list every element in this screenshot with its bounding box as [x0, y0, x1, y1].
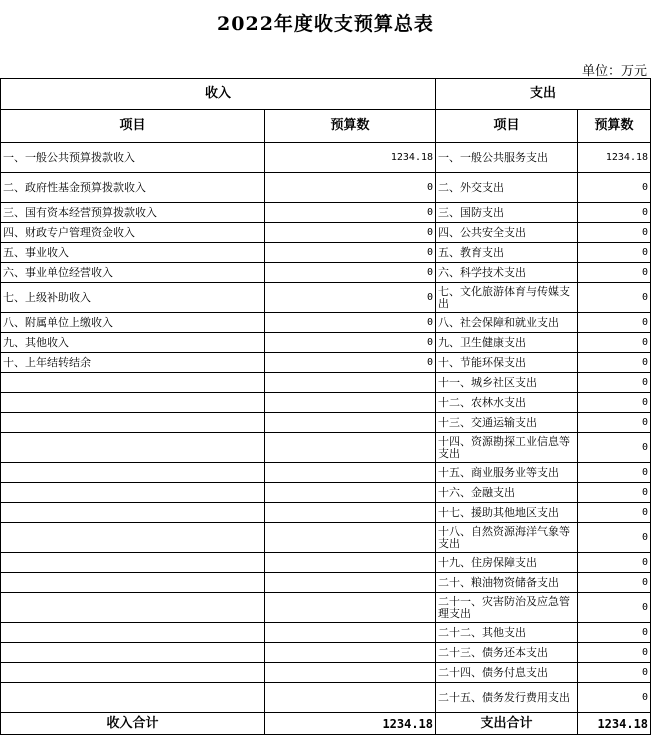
income-total-label: 收入合计 [1, 713, 265, 735]
expense-item-name: 二十四、债务付息支出 [436, 663, 578, 683]
expense-item-name: 十五、商业服务业等支出 [436, 463, 578, 483]
expense-item-name: 八、社会保障和就业支出 [436, 313, 578, 333]
expense-item-value: 0 [578, 643, 651, 663]
expense-item-name: 十一、城乡社区支出 [436, 373, 578, 393]
income-budget-header: 预算数 [265, 110, 436, 143]
income-item-value [265, 483, 436, 503]
income-item-value [265, 433, 436, 463]
table-row [1, 283, 651, 313]
table-row [1, 143, 651, 173]
table-row [1, 393, 651, 413]
income-item-header: 项目 [1, 110, 265, 143]
expense-item-value: 0 [578, 523, 651, 553]
expense-item-value: 0 [578, 203, 651, 223]
expense-item-value: 0 [578, 313, 651, 333]
table-row [1, 523, 651, 553]
income-item-value: 0 [265, 243, 436, 263]
income-item-name: 七、上级补助收入 [1, 283, 265, 313]
expense-item-name: 十七、援助其他地区支出 [436, 503, 578, 523]
expense-item-name: 二、外交支出 [436, 173, 578, 203]
income-item-value: 0 [265, 333, 436, 353]
table-row [1, 683, 651, 713]
expense-item-value: 0 [578, 503, 651, 523]
income-item-name [1, 503, 265, 523]
income-item-name: 五、事业收入 [1, 243, 265, 263]
table-row [1, 223, 651, 243]
table-body [1, 143, 651, 713]
unit-label: 单位：万元 [581, 64, 647, 79]
expense-item-value: 0 [578, 463, 651, 483]
income-item-name [1, 683, 265, 713]
expense-item-name: 九、卫生健康支出 [436, 333, 578, 353]
income-item-name: 十、上年结转结余 [1, 353, 265, 373]
expense-item-name: 十八、自然资源海洋气象等支出 [436, 523, 578, 553]
expense-item-value: 0 [578, 623, 651, 643]
income-item-name: 八、附属单位上缴收入 [1, 313, 265, 333]
income-total-value: 1234.18 [265, 713, 436, 735]
income-item-value [265, 593, 436, 623]
income-item-name [1, 373, 265, 393]
income-item-value [265, 683, 436, 713]
table-row [1, 353, 651, 373]
table-row [1, 433, 651, 463]
table-row [1, 243, 651, 263]
expense-item-value: 0 [578, 173, 651, 203]
expense-item-value: 0 [578, 683, 651, 713]
expense-item-name: 二十一、灾害防治及应急管理支出 [436, 593, 578, 623]
expense-item-value: 0 [578, 373, 651, 393]
expense-item-name: 五、教育支出 [436, 243, 578, 263]
expense-item-value: 0 [578, 243, 651, 263]
expense-item-name: 十六、金融支出 [436, 483, 578, 503]
income-item-name [1, 573, 265, 593]
table-row [1, 203, 651, 223]
expense-item-value: 0 [578, 593, 651, 623]
income-item-name [1, 663, 265, 683]
income-item-value [265, 413, 436, 433]
income-item-name: 三、国有资本经营预算拨款收入 [1, 203, 265, 223]
table-row [1, 263, 651, 283]
expense-item-value: 0 [578, 483, 651, 503]
expense-total-label: 支出合计 [436, 713, 578, 735]
income-item-name: 二、政府性基金预算拨款收入 [1, 173, 265, 203]
expense-item-value: 0 [578, 223, 651, 243]
income-item-value: 0 [265, 283, 436, 313]
income-item-value [265, 373, 436, 393]
expense-item-name: 二十三、债务还本支出 [436, 643, 578, 663]
income-item-value: 0 [265, 263, 436, 283]
income-item-name [1, 463, 265, 483]
income-item-name: 九、其他收入 [1, 333, 265, 353]
expense-item-name: 七、文化旅游体育与传媒支出 [436, 283, 578, 313]
income-item-value [265, 463, 436, 483]
income-item-value [265, 523, 436, 553]
income-item-name: 六、事业单位经营收入 [1, 263, 265, 283]
income-item-name [1, 433, 265, 463]
expense-item-value: 0 [578, 283, 651, 313]
expense-item-name: 二十二、其他支出 [436, 623, 578, 643]
expense-item-name: 二十五、债务发行费用支出 [436, 683, 578, 713]
expense-item-value: 0 [578, 393, 651, 413]
income-item-name [1, 393, 265, 413]
table-row [1, 483, 651, 503]
table-row [1, 313, 651, 333]
income-item-value [265, 623, 436, 643]
expense-item-name: 四、公共安全支出 [436, 223, 578, 243]
expense-item-name: 十三、交通运输支出 [436, 413, 578, 433]
income-item-name: 一、一般公共预算拨款收入 [1, 143, 265, 173]
table-row [1, 553, 651, 573]
expense-item-name: 六、科学技术支出 [436, 263, 578, 283]
expense-item-name: 十二、农林水支出 [436, 393, 578, 413]
income-item-value: 0 [265, 173, 436, 203]
table-row [1, 593, 651, 623]
expense-item-value: 0 [578, 433, 651, 463]
expense-item-value: 0 [578, 553, 651, 573]
income-item-name [1, 593, 265, 623]
table-row [1, 643, 651, 663]
table-row [1, 413, 651, 433]
expense-item-value: 1234.18 [578, 143, 651, 173]
expense-item-name: 一、一般公共服务支出 [436, 143, 578, 173]
expense-item-name: 十四、资源勘探工业信息等支出 [436, 433, 578, 463]
income-item-name [1, 523, 265, 553]
expense-item-value: 0 [578, 333, 651, 353]
page-title: 2022年度收支预算总表 [217, 13, 434, 35]
income-item-name [1, 623, 265, 643]
income-item-value [265, 643, 436, 663]
income-item-name [1, 413, 265, 433]
expense-item-name: 十、节能环保支出 [436, 353, 578, 373]
table-row [1, 623, 651, 643]
income-header: 收入 [1, 79, 436, 110]
income-item-value: 1234.18 [265, 143, 436, 173]
expense-total-value: 1234.18 [578, 713, 651, 735]
income-item-value [265, 573, 436, 593]
table-row [1, 333, 651, 353]
table-row [1, 173, 651, 203]
table-row [1, 503, 651, 523]
income-item-value [265, 503, 436, 523]
income-item-name [1, 483, 265, 503]
income-item-value: 0 [265, 313, 436, 333]
expense-item-name: 三、国防支出 [436, 203, 578, 223]
expense-header: 支出 [436, 79, 651, 110]
income-item-value: 0 [265, 223, 436, 243]
income-item-name [1, 643, 265, 663]
expense-item-value: 0 [578, 413, 651, 433]
table-row [1, 373, 651, 393]
expense-item-value: 0 [578, 573, 651, 593]
expense-item-header: 项目 [436, 110, 578, 143]
income-item-value: 0 [265, 203, 436, 223]
expense-item-value: 0 [578, 663, 651, 683]
income-item-value [265, 393, 436, 413]
expense-item-value: 0 [578, 353, 651, 373]
expense-budget-header: 预算数 [578, 110, 651, 143]
expense-item-name: 十九、住房保障支出 [436, 553, 578, 573]
table-row [1, 573, 651, 593]
table-row [1, 463, 651, 483]
income-item-value: 0 [265, 353, 436, 373]
income-item-value [265, 663, 436, 683]
table-row [1, 663, 651, 683]
expense-item-name: 二十、粮油物资储备支出 [436, 573, 578, 593]
expense-item-value: 0 [578, 263, 651, 283]
income-item-value [265, 553, 436, 573]
income-item-name: 四、财政专户管理资金收入 [1, 223, 265, 243]
income-item-name [1, 553, 265, 573]
budget-table [0, 78, 651, 735]
